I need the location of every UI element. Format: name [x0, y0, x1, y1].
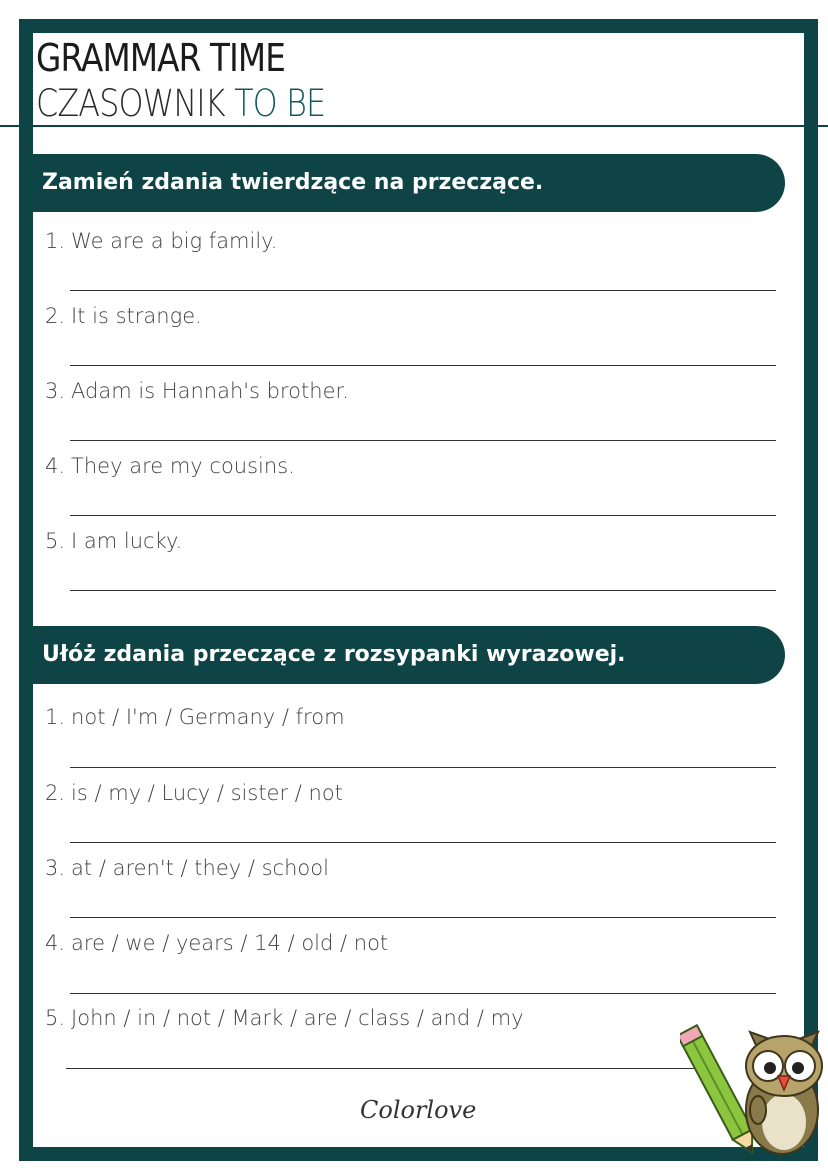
list-item	[45, 856, 329, 880]
answer-line[interactable]	[70, 917, 776, 918]
owl-icon	[746, 1032, 822, 1154]
answer-line[interactable]	[70, 767, 776, 768]
list-item	[45, 454, 295, 478]
answer-line[interactable]	[70, 515, 776, 516]
page-subtitle	[36, 82, 325, 125]
colorlove-logo: Colorlove	[360, 1096, 477, 1124]
answer-line[interactable]	[70, 290, 776, 291]
item-number: 4.	[45, 931, 66, 955]
item-number: 3.	[45, 856, 66, 880]
answer-line[interactable]	[70, 842, 776, 843]
item-text: are / we / years / 14 / old / not	[71, 931, 389, 955]
item-text: not / I'm / Germany / from	[71, 705, 345, 729]
list-item	[45, 229, 277, 253]
subtitle-main: CZASOWNIK	[36, 82, 235, 125]
item-number: 5.	[45, 1006, 66, 1030]
section2-banner: Ułóż zdania przeczące z rozsypanki wyrazowej.	[33, 626, 785, 684]
owl-pencil-illustration	[680, 1010, 825, 1165]
list-item	[45, 1006, 524, 1030]
list-item	[45, 379, 349, 403]
item-number: 2.	[45, 781, 66, 805]
item-number: 3.	[45, 379, 66, 403]
item-text: We are a big family.	[71, 229, 278, 253]
item-number: 5.	[45, 529, 66, 553]
section1-banner: Zamień zdania twierdzące na przeczące.	[33, 154, 785, 212]
list-item	[45, 529, 182, 553]
item-text: They are my cousins.	[71, 454, 295, 478]
item-number: 2.	[45, 304, 66, 328]
item-number: 1.	[45, 229, 66, 253]
item-text: Adam is Hannah's brother.	[71, 379, 349, 403]
item-text: John / in / not / Mark / are / class / and / my	[71, 1006, 524, 1030]
answer-line[interactable]	[70, 440, 776, 441]
list-item	[45, 705, 345, 729]
answer-line[interactable]	[66, 1068, 706, 1069]
item-text: at / aren't / they / school	[71, 856, 329, 880]
list-item	[45, 304, 202, 328]
header-divider	[0, 125, 828, 127]
list-item	[45, 781, 343, 805]
subtitle-accent: TO BE	[234, 82, 326, 125]
answer-line[interactable]	[70, 590, 776, 591]
item-text: It is strange.	[71, 304, 202, 328]
answer-line[interactable]	[70, 993, 776, 994]
page-title: GRAMMAR TIME	[36, 36, 286, 80]
list-item	[45, 931, 388, 955]
answer-line[interactable]	[70, 365, 776, 366]
item-text: I am lucky.	[71, 529, 183, 553]
item-text: is / my / Lucy / sister / not	[71, 781, 343, 805]
item-number: 4.	[45, 454, 66, 478]
item-number: 1.	[45, 705, 66, 729]
